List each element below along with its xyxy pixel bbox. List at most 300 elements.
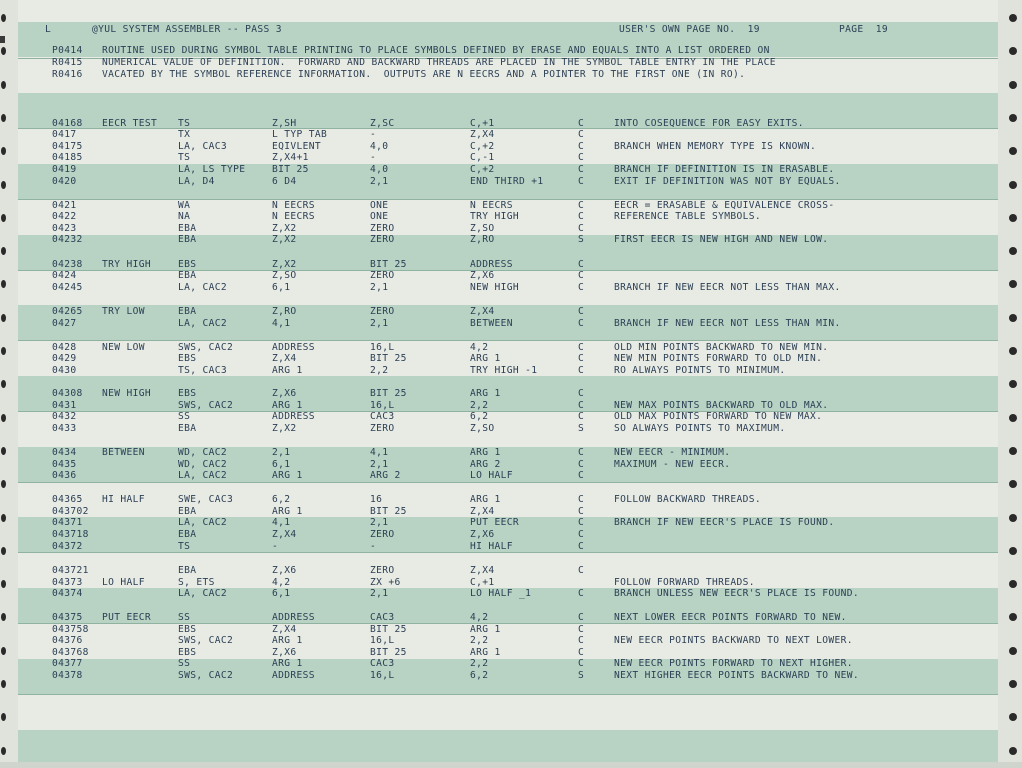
feed-hole xyxy=(1009,447,1017,455)
tear-strip xyxy=(0,762,1022,768)
feed-hole xyxy=(1,380,6,388)
operand-3: Z,RO xyxy=(470,234,495,245)
feed-hole xyxy=(1009,47,1017,55)
opcode: SS xyxy=(178,612,191,623)
feed-hole xyxy=(1009,147,1017,155)
operand-2: 2,1 xyxy=(370,517,389,528)
opcode: SWS, CAC2 xyxy=(178,342,234,353)
line-number: 04265 xyxy=(52,306,83,317)
remark: SO ALWAYS POINTS TO MAXIMUM. xyxy=(614,423,786,434)
opcode: LA, CAC2 xyxy=(178,517,228,528)
line-number: 04376 xyxy=(52,635,83,646)
operand-3: Z,X4 xyxy=(470,565,495,576)
opcode: WD, CAC2 xyxy=(178,447,228,458)
operand-2: BIT 25 xyxy=(370,506,407,517)
operand-1: N EECRS xyxy=(272,211,315,222)
opcode: EBS xyxy=(178,647,197,658)
opcode: TS, CAC3 xyxy=(178,365,228,376)
card-flag: C xyxy=(578,658,585,669)
opcode: NA xyxy=(178,211,191,222)
operand-1: 4,1 xyxy=(272,517,291,528)
operand-1: ARG 1 xyxy=(272,506,303,517)
operand-1: ARG 1 xyxy=(272,365,303,376)
opcode: LA, LS TYPE xyxy=(178,164,246,175)
remark: MAXIMUM - NEW EECR. xyxy=(614,459,731,470)
feed-hole xyxy=(1,747,6,755)
operand-3: TRY HIGH -1 xyxy=(470,365,538,376)
card-flag: C xyxy=(578,141,585,152)
operand-1: ARG 1 xyxy=(272,470,303,481)
card-flag: C xyxy=(578,118,585,129)
operand-2: 16,L xyxy=(370,400,395,411)
operand-2: CAC3 xyxy=(370,612,395,623)
opcode: WA xyxy=(178,200,191,211)
operand-2: 2,2 xyxy=(370,365,389,376)
left-tractor-holes xyxy=(0,0,14,768)
opcode: EBA xyxy=(178,529,197,540)
opcode: EBA xyxy=(178,423,197,434)
operand-1: ADDRESS xyxy=(272,670,315,681)
operand-1: EQIVLENT xyxy=(272,141,322,152)
card-flag: C xyxy=(578,647,585,658)
feed-hole xyxy=(1,447,6,455)
opcode: EBS xyxy=(178,259,197,270)
feed-hole xyxy=(1009,247,1017,255)
operand-1: Z,SO xyxy=(272,270,297,281)
remark: BRANCH IF NEW EECR'S PLACE IS FOUND. xyxy=(614,517,835,528)
card-flag: C xyxy=(578,306,585,317)
line-number: 0419 xyxy=(52,164,77,175)
opcode: EBS xyxy=(178,388,197,399)
operand-1: 6 D4 xyxy=(272,176,297,187)
line-number: 04378 xyxy=(52,670,83,681)
opcode: TS xyxy=(178,118,191,129)
card-flag: C xyxy=(578,270,585,281)
opcode: LA, CAC3 xyxy=(178,141,228,152)
operand-3: BETWEEN xyxy=(470,318,513,329)
operand-2: BIT 25 xyxy=(370,353,407,364)
operand-3: 2,2 xyxy=(470,400,489,411)
operand-1: Z,X4 xyxy=(272,353,297,364)
opcode: TS xyxy=(178,541,191,552)
operand-3: Z,X6 xyxy=(470,529,495,540)
line-number: 04232 xyxy=(52,234,83,245)
line-number: 0429 xyxy=(52,353,77,364)
line-number: 0432 xyxy=(52,411,77,422)
card-flag: C xyxy=(578,211,585,222)
feed-hole xyxy=(1009,547,1017,555)
operand-3: C,-1 xyxy=(470,152,495,163)
line-number: 0420 xyxy=(52,176,77,187)
greenbar-stripe xyxy=(18,93,998,128)
remark: FIRST EECR IS NEW HIGH AND NEW LOW. xyxy=(614,234,829,245)
line-number: 04375 xyxy=(52,612,83,623)
opcode: SWS, CAC2 xyxy=(178,400,234,411)
operand-3: LO HALF xyxy=(470,470,513,481)
opcode: TX xyxy=(178,129,191,140)
feed-hole xyxy=(1009,747,1017,755)
opcode: EBA xyxy=(178,234,197,245)
symbol-label: TRY HIGH xyxy=(102,259,152,270)
line-number: 04377 xyxy=(52,658,83,669)
operand-2: ZERO xyxy=(370,223,395,234)
card-flag: C xyxy=(578,259,585,270)
greenbar-stripe xyxy=(18,730,998,765)
operand-1: N EECRS xyxy=(272,200,315,211)
line-number: 0427 xyxy=(52,318,77,329)
feed-hole xyxy=(1009,713,1017,721)
operand-1: 6,1 xyxy=(272,459,291,470)
header-page-number: PAGE 19 xyxy=(839,24,889,35)
card-flag: C xyxy=(578,152,585,163)
operand-1: Z,X6 xyxy=(272,388,297,399)
line-number: 04308 xyxy=(52,388,83,399)
card-flag: C xyxy=(578,459,585,470)
feed-hole xyxy=(1009,314,1017,322)
operand-2: BIT 25 xyxy=(370,624,407,635)
greenbar-stripe xyxy=(18,376,998,411)
operand-1: Z,X4 xyxy=(272,529,297,540)
paper-rule xyxy=(18,340,998,341)
opcode: SWE, CAC3 xyxy=(178,494,234,505)
line-number: 0433 xyxy=(52,423,77,434)
card-flag: S xyxy=(578,234,585,245)
feed-hole xyxy=(1,514,6,522)
card-flag: C xyxy=(578,318,585,329)
feed-hole xyxy=(1,713,6,721)
feed-hole xyxy=(1009,380,1017,388)
feed-hole xyxy=(1009,647,1017,655)
operand-3: Z,X4 xyxy=(470,306,495,317)
operand-2: 16,L xyxy=(370,670,395,681)
feed-hole xyxy=(1,414,6,422)
line-number: 0428 xyxy=(52,342,77,353)
feed-hole xyxy=(1009,580,1017,588)
feed-hole xyxy=(1009,214,1017,222)
operand-2: 2,1 xyxy=(370,318,389,329)
opcode: WD, CAC2 xyxy=(178,459,228,470)
operand-2: BIT 25 xyxy=(370,647,407,658)
operand-3: C,+2 xyxy=(470,164,495,175)
operand-3: 2,2 xyxy=(470,635,489,646)
opcode: LA, CAC2 xyxy=(178,318,228,329)
operand-1: 6,1 xyxy=(272,282,291,293)
operand-2: ZX +6 xyxy=(370,577,401,588)
feed-hole xyxy=(1,580,6,588)
remark: BRANCH IF NEW EECR NOT LESS THAN MAX. xyxy=(614,282,841,293)
operand-2: CAC3 xyxy=(370,411,395,422)
feed-hole xyxy=(1009,81,1017,89)
feed-hole xyxy=(1009,680,1017,688)
opcode: EBS xyxy=(178,624,197,635)
line-number: 043768 xyxy=(52,647,89,658)
operand-2: CAC3 xyxy=(370,658,395,669)
operand-2: 16 xyxy=(370,494,383,505)
card-flag: S xyxy=(578,670,585,681)
symbol-label: BETWEEN xyxy=(102,447,145,458)
line-number: 04374 xyxy=(52,588,83,599)
line-number: 04371 xyxy=(52,517,83,528)
operand-1: ARG 1 xyxy=(272,400,303,411)
operand-3: ARG 1 xyxy=(470,647,501,658)
remark: BRANCH IF DEFINITION IS IN ERASABLE. xyxy=(614,164,835,175)
card-flag: C xyxy=(578,282,585,293)
operand-1: Z,X2 xyxy=(272,234,297,245)
operand-1: ADDRESS xyxy=(272,342,315,353)
operand-2: - xyxy=(370,152,377,163)
feed-hole xyxy=(1,480,6,488)
operand-1: 6,2 xyxy=(272,494,291,505)
line-number: 04185 xyxy=(52,152,83,163)
paper-rule xyxy=(18,411,998,412)
card-flag: C xyxy=(578,223,585,234)
operand-3: ADDRESS xyxy=(470,259,513,270)
operand-1: ADDRESS xyxy=(272,612,315,623)
operand-3: C,+1 xyxy=(470,118,495,129)
operand-2: ZERO xyxy=(370,306,395,317)
card-flag: S xyxy=(578,423,585,434)
intro-line-text: VACATED BY THE SYMBOL REFERENCE INFORMATION. OUTPUTS ARE N EECRS AND A POINTER TO THE FIRST ONE (IN RO). xyxy=(102,69,746,80)
feed-hole xyxy=(1,81,6,89)
page-marker-tab xyxy=(0,36,5,43)
feed-hole xyxy=(1009,280,1017,288)
operand-2: 2,1 xyxy=(370,282,389,293)
line-number: 04168 xyxy=(52,118,83,129)
line-number: 0436 xyxy=(52,470,77,481)
opcode: EBA xyxy=(178,506,197,517)
opcode: SS xyxy=(178,411,191,422)
remark: BRANCH IF NEW EECR NOT LESS THAN MIN. xyxy=(614,318,841,329)
paper-rule xyxy=(18,128,998,129)
opcode: LA, CAC2 xyxy=(178,470,228,481)
paper-rule xyxy=(18,623,998,624)
card-flag: C xyxy=(578,129,585,140)
operand-3: C,+1 xyxy=(470,577,495,588)
operand-3: 4,2 xyxy=(470,342,489,353)
line-number: 0430 xyxy=(52,365,77,376)
listing-sheet xyxy=(18,0,998,768)
card-flag: C xyxy=(578,164,585,175)
opcode: EBS xyxy=(178,353,197,364)
operand-2: - xyxy=(370,541,377,552)
remark: OLD MAX POINTS FORWARD TO NEW MAX. xyxy=(614,411,823,422)
operand-3: ARG 1 xyxy=(470,447,501,458)
opcode: S, ETS xyxy=(178,577,215,588)
operand-2: ONE xyxy=(370,200,389,211)
feed-hole xyxy=(1,280,6,288)
operand-3: ARG 1 xyxy=(470,388,501,399)
feed-hole xyxy=(1,347,6,355)
feed-hole xyxy=(1,214,6,222)
operand-3: LO HALF _1 xyxy=(470,588,532,599)
operand-2: ZERO xyxy=(370,234,395,245)
line-number: 04373 xyxy=(52,577,83,588)
card-flag: C xyxy=(578,588,585,599)
operand-1: 2,1 xyxy=(272,447,291,458)
remark: NEW EECR POINTS FORWARD TO NEXT HIGHER. xyxy=(614,658,853,669)
operand-3: ARG 1 xyxy=(470,494,501,505)
feed-hole xyxy=(1009,347,1017,355)
card-flag: C xyxy=(578,529,585,540)
line-number: 043718 xyxy=(52,529,89,540)
operand-2: ARG 2 xyxy=(370,470,401,481)
symbol-label: EECR TEST xyxy=(102,118,158,129)
opcode: LA, CAC2 xyxy=(178,588,228,599)
line-number: 0435 xyxy=(52,459,77,470)
feed-hole xyxy=(1,114,6,122)
operand-3: END THIRD +1 xyxy=(470,176,544,187)
remark: RO ALWAYS POINTS TO MINIMUM. xyxy=(614,365,786,376)
operand-1: 6,1 xyxy=(272,588,291,599)
operand-1: Z,X6 xyxy=(272,647,297,658)
line-number: 04365 xyxy=(52,494,83,505)
operand-1: Z,X4+1 xyxy=(272,152,309,163)
operand-1: Z,X6 xyxy=(272,565,297,576)
opcode: SWS, CAC2 xyxy=(178,635,234,646)
operand-3: 6,2 xyxy=(470,670,489,681)
card-flag: C xyxy=(578,541,585,552)
card-flag: C xyxy=(578,200,585,211)
line-number: 0431 xyxy=(52,400,77,411)
remark: INTO COSEQUENCE FOR EASY EXITS. xyxy=(614,118,804,129)
operand-3: 2,2 xyxy=(470,658,489,669)
line-number: 0434 xyxy=(52,447,77,458)
remark: NEW MIN POINTS FORWARD TO OLD MIN. xyxy=(614,353,823,364)
line-number: 0417 xyxy=(52,129,77,140)
line-number: 04175 xyxy=(52,141,83,152)
header-owner-page: USER'S OWN PAGE NO. 19 xyxy=(619,24,760,35)
feed-hole xyxy=(1,547,6,555)
line-number: 0424 xyxy=(52,270,77,281)
opcode: SWS, CAC2 xyxy=(178,670,234,681)
card-flag: C xyxy=(578,494,585,505)
remark: EECR = ERASABLE & EQUIVALENCE CROSS- xyxy=(614,200,835,211)
operand-2: ZERO xyxy=(370,529,395,540)
operand-3: HI HALF xyxy=(470,541,513,552)
symbol-label: NEW LOW xyxy=(102,342,145,353)
feed-hole xyxy=(1009,114,1017,122)
operand-3: ARG 2 xyxy=(470,459,501,470)
feed-hole xyxy=(1009,480,1017,488)
operand-3: 6,2 xyxy=(470,411,489,422)
symbol-label: PUT EECR xyxy=(102,612,152,623)
feed-hole xyxy=(1,181,6,189)
card-flag: C xyxy=(578,342,585,353)
line-number: 04238 xyxy=(52,259,83,270)
feed-hole xyxy=(1,647,6,655)
card-flag: C xyxy=(578,447,585,458)
operand-2: 4,0 xyxy=(370,141,389,152)
feed-hole xyxy=(1,314,6,322)
operand-3: TRY HIGH xyxy=(470,211,520,222)
header-title: @YUL SYSTEM ASSEMBLER -- PASS 3 xyxy=(92,24,282,35)
paper-rule xyxy=(18,482,998,483)
card-flag: C xyxy=(578,506,585,517)
line-number: 04245 xyxy=(52,282,83,293)
line-number: 0421 xyxy=(52,200,77,211)
operand-2: ZERO xyxy=(370,423,395,434)
card-flag: C xyxy=(578,635,585,646)
operand-3: PUT EECR xyxy=(470,517,520,528)
header-mark: L xyxy=(45,24,52,35)
feed-hole xyxy=(1,680,6,688)
remark: REFERENCE TABLE SYMBOLS. xyxy=(614,211,762,222)
card-flag: C xyxy=(578,176,585,187)
operand-1: Z,X2 xyxy=(272,423,297,434)
remark: OLD MIN POINTS BACKWARD TO NEW MIN. xyxy=(614,342,829,353)
remark: NEW MAX POINTS BACKWARD TO OLD MAX. xyxy=(614,400,829,411)
card-flag: C xyxy=(578,565,585,576)
card-flag: C xyxy=(578,365,585,376)
operand-1: Z,X2 xyxy=(272,259,297,270)
paper-rule xyxy=(18,694,998,695)
feed-hole xyxy=(1009,514,1017,522)
card-flag: C xyxy=(578,624,585,635)
intro-line-text: NUMERICAL VALUE OF DEFINITION. FORWARD AND BACKWARD THREADS ARE PLACED IN THE SYMBOL TABLE ENTRY IN THE PLACE xyxy=(102,57,776,68)
operand-3: 4,2 xyxy=(470,612,489,623)
opcode: LA, CAC2 xyxy=(178,282,228,293)
operand-3: Z,X6 xyxy=(470,270,495,281)
operand-1: Z,SH xyxy=(272,118,297,129)
feed-hole xyxy=(1,613,6,621)
intro-line-text: ROUTINE USED DURING SYMBOL TABLE PRINTING TO PLACE SYMBOLS DEFINED BY ERASE AND EQUALS INTO A LIST ORDERED ON xyxy=(102,45,770,56)
operand-2: ONE xyxy=(370,211,389,222)
operand-1: ARG 1 xyxy=(272,658,303,669)
operand-1: - xyxy=(272,541,279,552)
line-number: 043758 xyxy=(52,624,89,635)
operand-1: 4,1 xyxy=(272,318,291,329)
card-flag: C xyxy=(578,388,585,399)
remark: NEW EECR POINTS BACKWARD TO NEXT LOWER. xyxy=(614,635,853,646)
operand-2: 16,L xyxy=(370,635,395,646)
intro-line-number: R0416 xyxy=(52,69,83,80)
operand-1: Z,RO xyxy=(272,306,297,317)
operand-2: 2,1 xyxy=(370,459,389,470)
card-flag: C xyxy=(578,612,585,623)
feed-hole xyxy=(1,147,6,155)
operand-3: NEW HIGH xyxy=(470,282,520,293)
opcode: SS xyxy=(178,658,191,669)
operand-3: Z,SO xyxy=(470,423,495,434)
operand-1: L TYP TAB xyxy=(272,129,328,140)
operand-1: Z,X4 xyxy=(272,624,297,635)
operand-3: Z,X4 xyxy=(470,129,495,140)
operand-3: ARG 1 xyxy=(470,353,501,364)
operand-2: 4,0 xyxy=(370,164,389,175)
operand-2: ZERO xyxy=(370,270,395,281)
feed-hole xyxy=(1009,613,1017,621)
symbol-label: TRY LOW xyxy=(102,306,145,317)
opcode: EBA xyxy=(178,270,197,281)
card-flag: C xyxy=(578,353,585,364)
remark: NEXT LOWER EECR POINTS FORWARD TO NEW. xyxy=(614,612,847,623)
operand-1: Z,X2 xyxy=(272,223,297,234)
operand-3: N EECRS xyxy=(470,200,513,211)
remark: FOLLOW BACKWARD THREADS. xyxy=(614,494,762,505)
remark: BRANCH UNLESS NEW EECR'S PLACE IS FOUND. xyxy=(614,588,860,599)
operand-2: 4,1 xyxy=(370,447,389,458)
operand-2: Z,SC xyxy=(370,118,395,129)
card-flag: C xyxy=(578,400,585,411)
card-flag: C xyxy=(578,411,585,422)
opcode: EBA xyxy=(178,306,197,317)
line-number: 043721 xyxy=(52,565,89,576)
operand-1: ARG 1 xyxy=(272,635,303,646)
remark: EXIT IF DEFINITION WAS NOT BY EQUALS. xyxy=(614,176,841,187)
operand-2: BIT 25 xyxy=(370,388,407,399)
operand-2: ZERO xyxy=(370,565,395,576)
operand-2: 2,1 xyxy=(370,176,389,187)
